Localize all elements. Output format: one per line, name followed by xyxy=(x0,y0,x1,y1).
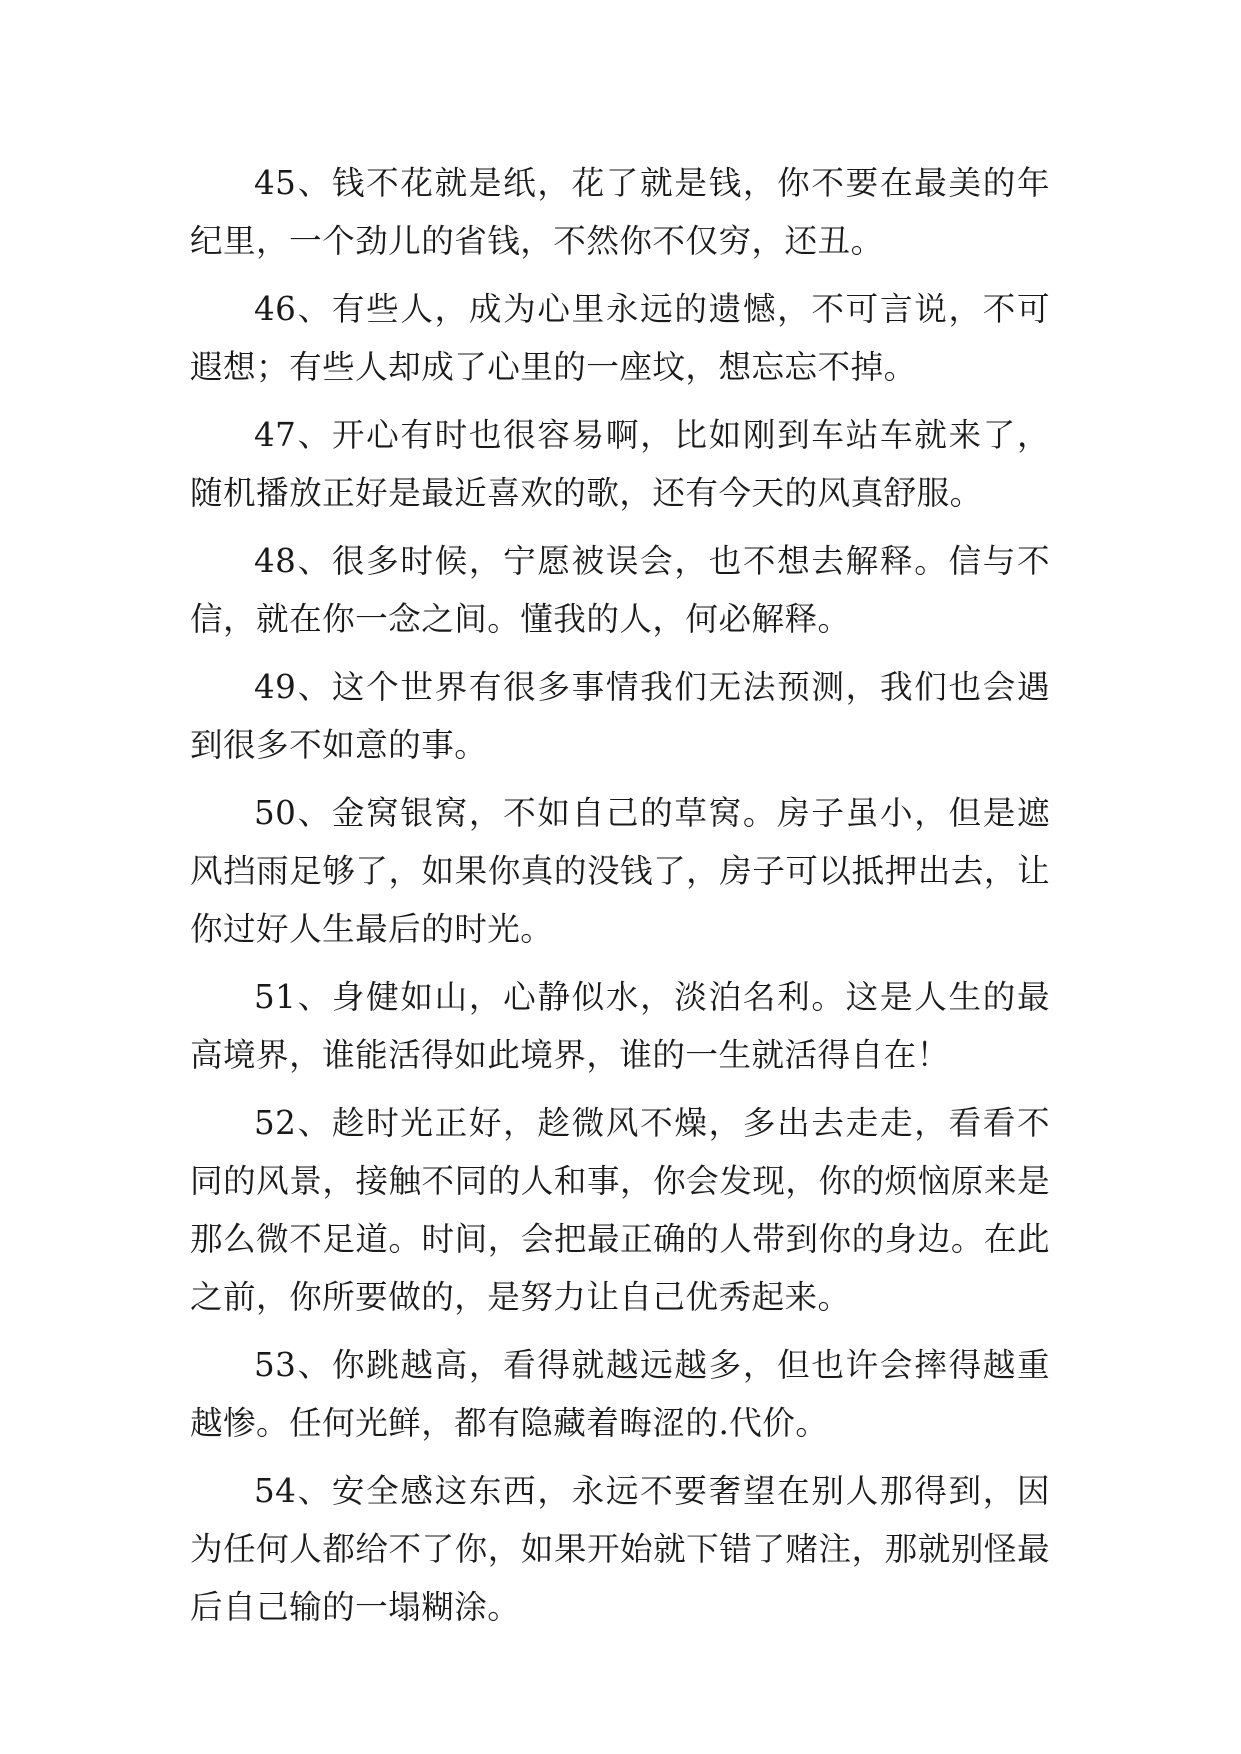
paragraph-54: 54、安全感这东西，永远不要奢望在别人那得到，因为任何人都给不了你，如果开始就下错了赌注，那就别怪最后自己输的一塌糊涂。 xyxy=(190,1472,1050,1626)
paragraph-46: 46、有些人，成为心里永远的遗憾，不可言说，不可遐想；有些人却成了心里的一座坟，想忘忘不掉。 xyxy=(190,290,1050,386)
paragraph-53: 53、你跳越高，看得就越远越多，但也许会摔得越重越惨。任何光鲜，都有隐藏着晦涩的.代价。 xyxy=(190,1346,1050,1442)
document-body xyxy=(190,154,1050,1646)
paragraph-45: 45、钱不花就是纸，花了就是钱，你不要在最美的年纪里，一个劲儿的省钱，不然你不仅穷，还丑。 xyxy=(190,164,1050,260)
paragraph-51: 51、身健如山，心静似水，淡泊名利。这是人生的最高境界，谁能活得如此境界，谁的一生就活得自在！ xyxy=(190,978,1050,1074)
paragraph-50: 50、金窝银窝，不如自己的草窝。房子虽小，但是遮风挡雨足够了，如果你真的没钱了，房子可以抵押出去，让你过好人生最后的时光。 xyxy=(190,794,1050,948)
paragraph-49: 49、这个世界有很多事情我们无法预测，我们也会遇到很多不如意的事。 xyxy=(190,668,1050,764)
paragraph-47: 47、开心有时也很容易啊，比如刚到车站车就来了，随机播放正好是最近喜欢的歌，还有今天的风真舒服。 xyxy=(190,416,1050,512)
paragraph-52: 52、趁时光正好，趁微风不燥，多出去走走，看看不同的风景，接触不同的人和事，你会发现，你的烦恼原来是那么微不足道。时间，会把最正确的人带到你的身边。在此之前，你所要做的，是努力让自己优秀起来。 xyxy=(190,1104,1050,1316)
paragraph-48: 48、很多时候，宁愿被误会，也不想去解释。信与不信，就在你一念之间。懂我的人，何必解释。 xyxy=(190,542,1050,638)
